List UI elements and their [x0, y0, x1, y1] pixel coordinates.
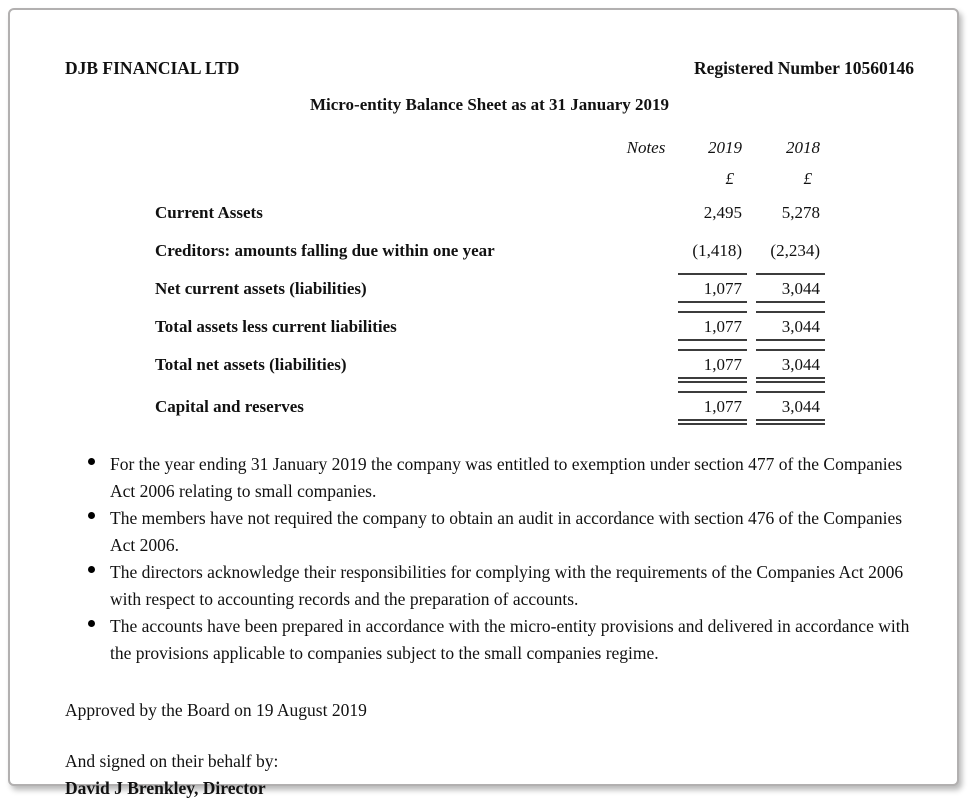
signatory-name: David J Brenkley, Director	[65, 778, 266, 798]
row-label: Total net assets (liabilities)	[155, 355, 347, 374]
statement-text: The accounts have been prepared in accordance with the micro-entity provisions and delivered in accordance with the provisions applicable to companies subject to the small companies regime.	[110, 616, 910, 663]
statement-text: The directors acknowledge their responsibilities for complying with the requirements of the Companies Act 2006 with respect to accounting records and the preparation of accounts.	[110, 562, 904, 609]
column-header-2018: 2018	[786, 138, 820, 157]
bullet-icon	[88, 512, 95, 519]
table-row-net-current-assets	[155, 273, 825, 303]
table-row-creditors	[155, 235, 825, 265]
table-row-total-assets-less-liabilities	[155, 311, 825, 341]
row-value-2018: 3,044	[756, 311, 825, 341]
table-row-current-assets	[155, 197, 825, 227]
row-label: Capital and reserves	[155, 397, 304, 416]
row-value-2018: (2,234)	[770, 241, 820, 260]
statements-list	[88, 451, 914, 667]
registered-number: Registered Number 10560146	[693, 58, 914, 78]
row-value-2018: 5,278	[781, 203, 820, 222]
company-name: DJB FINANCIAL LTD	[65, 58, 240, 78]
row-value-2018: 3,044	[756, 273, 825, 303]
bullet-icon	[88, 566, 95, 573]
row-value-2019: 1,077	[678, 349, 747, 383]
statement-item	[88, 505, 914, 559]
row-value-2019: (1,418)	[692, 241, 742, 260]
table-row-total-net-assets	[155, 349, 825, 383]
row-value-2019: 1,077	[678, 311, 747, 341]
column-header-notes: Notes	[626, 138, 666, 157]
row-value-2019: 1,077	[678, 273, 747, 303]
row-value-2018: 3,044	[756, 349, 825, 383]
table-row-capital-and-reserves	[155, 391, 825, 425]
row-value-2019: 1,077	[678, 391, 747, 425]
document-page	[8, 8, 959, 798]
statement-text: For the year ending 31 January 2019 the company was entitled to exemption under section 477 of the Companies Act 2006 relating to small companies.	[110, 454, 903, 501]
statement-item	[88, 559, 914, 613]
currency-symbol-2018: £	[803, 169, 812, 188]
currency-symbol-2019: £	[725, 169, 734, 188]
board-approval-line: Approved by the Board on 19 August 2019	[65, 700, 367, 720]
bullet-icon	[88, 458, 95, 465]
row-value-2018: 3,044	[756, 391, 825, 425]
row-label: Net current assets (liabilities)	[155, 279, 367, 298]
balance-sheet-table	[155, 137, 825, 425]
row-label: Total assets less current liabilities	[155, 317, 397, 336]
column-header-2019: 2019	[708, 138, 742, 157]
signed-on-behalf-line: And signed on their behalf by:	[65, 751, 279, 771]
row-value-2019: 2,495	[703, 203, 742, 222]
bullet-icon	[88, 620, 95, 627]
row-label: Current Assets	[155, 203, 263, 222]
document-title: Micro-entity Balance Sheet as at 31 January 2019	[309, 95, 669, 114]
statement-text: The members have not required the company to obtain an audit in accordance with section 476 of the Companies Act 2006.	[110, 508, 903, 555]
currency-row	[155, 168, 825, 189]
table-header-row	[155, 137, 825, 158]
statement-item	[88, 613, 914, 667]
statement-item	[88, 451, 914, 505]
document-header	[65, 57, 914, 79]
row-label: Creditors: amounts falling due within one year	[155, 241, 495, 260]
